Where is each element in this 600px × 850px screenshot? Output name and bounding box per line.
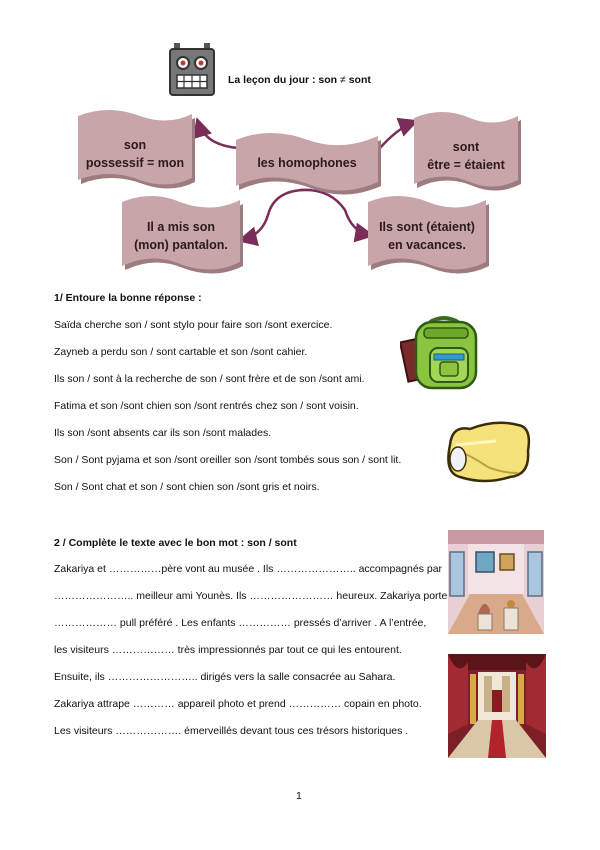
banner-center-text: les homophones [257, 156, 357, 170]
exercise1-line: Son / Sont pyjama et son /sont oreiller son /sont tombés sous son / sont lit. [54, 454, 402, 466]
museum-throne-room-image [448, 654, 546, 758]
arrow-to-bottom-left [242, 190, 312, 240]
exercise2-heading: 2 / Complète le texte avec le bon mot : son / sont [54, 537, 297, 549]
banner-bottom-left-text: Il a mis son (mon) pantalon. [134, 220, 228, 252]
banner-bottom-right-text: Ils sont (étaient) en vacances. [379, 220, 475, 252]
exercise2-line: Les visiteurs ………………. émerveillés devant tous ces trésors historiques . [54, 725, 409, 737]
exercise2-line: ………………….. meilleur ami Younès. Ils …………………… heureux. Zakariya porte [54, 590, 448, 602]
exercise1-line: Saïda cherche son / sont stylo pour faire son /sont exercice. [54, 319, 333, 331]
exercise1-line: Ils son / sont à la recherche de son / sont frère et de son /sont ami. [54, 373, 365, 385]
exercise1-line: Fatima et son /sont chien son /sont rentrés chez son / sont voisin. [54, 400, 359, 412]
arrow-to-top-left [198, 122, 238, 148]
exercise2-line: les visiteurs ……………… très impressionnés par tout ce qui les entourent. [54, 644, 402, 656]
arrow-to-bottom-right [300, 190, 370, 235]
lesson-title: La leçon du jour : son ≠ sont [228, 74, 371, 86]
exercise2-line: Ensuite, ils …………………….. dirigés vers la salle consacrée au Sahara. [54, 671, 396, 683]
exercise1-line: Zayneb a perdu son / sont cartable et son /sont cahier. [54, 346, 308, 358]
exercise2-line: ……………… pull préféré . Les enfants …………… pressés d’arriver . A l’entrée, [54, 617, 427, 629]
banner-top-left-text: son possessif = mon [85, 138, 185, 170]
arrow-to-top-right [380, 122, 414, 148]
backpack-illustration [400, 314, 486, 394]
exercise2-line: Zakariya attrape ………… appareil photo et prend …………… copain en photo. [54, 698, 422, 710]
exercise2-line: Zakariya et ……………père vont au musée . Ils ………………….. accompagnés par [54, 563, 443, 575]
museum-gallery-image [448, 530, 544, 634]
exercise1-heading: 1/ Entoure la bonne réponse : [54, 292, 202, 304]
exercise1-line: Ils son /sont absents car ils son /sont malades. [54, 427, 272, 439]
pillow-illustration [440, 415, 532, 487]
exercise1-line: Son / Sont chat et son / sont chien son /sont gris et noirs. [54, 481, 320, 493]
not-equal-symbol: ≠ [340, 74, 346, 86]
banner-top-right-text: sont être = étaient [427, 140, 505, 172]
page-number: 1 [296, 790, 302, 802]
